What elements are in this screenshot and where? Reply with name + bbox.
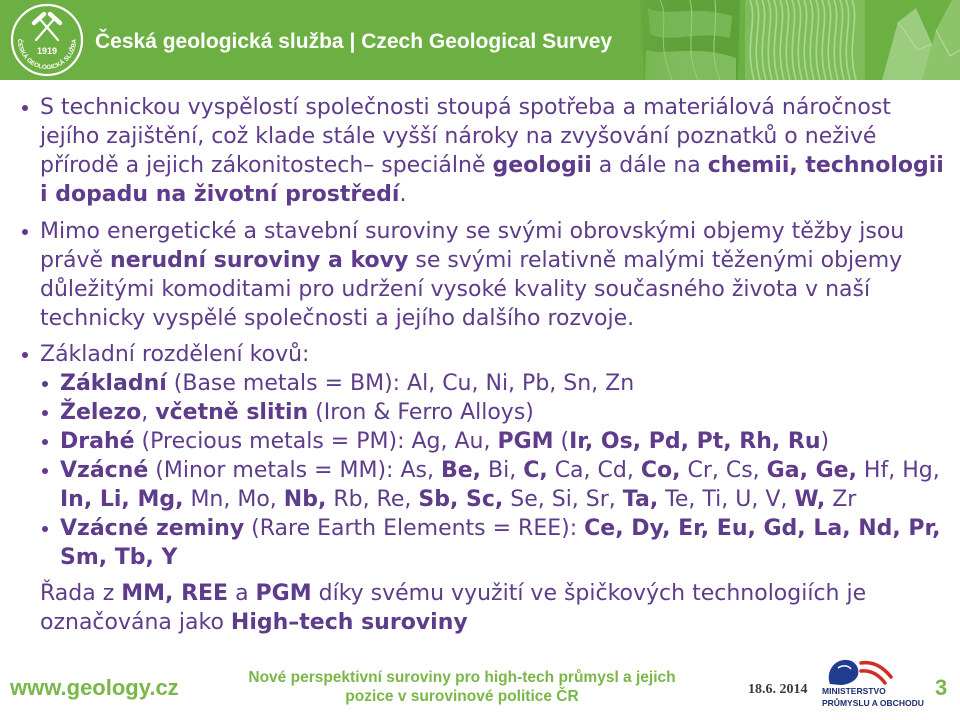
bold-text-run: Železo [60,400,142,425]
text-run: Řada z [40,581,122,606]
bold-text-run: Sb, Sc, [418,487,504,512]
bold-text-run: chemii, technologii i dopadu na životní prostředí [40,153,944,207]
footer-presentation-title [200,668,724,706]
bullet-icon [42,526,48,532]
paragraph-nonmetallic-raw-materials [40,217,946,333]
header-banner [0,0,960,80]
logo-year: 1919 [36,46,58,56]
text-run: Hf, Hg, [856,458,940,483]
paragraph-tech-demand [40,93,946,209]
text-run: Mimo energetické a stavební suroviny se svými obrovskými objemy těžby jsou právě [40,219,905,273]
bullet-icon [22,229,28,235]
text-run: Bi, [481,458,524,483]
ministry-name-line-2: PRŮMYSLU A OBCHODU [822,698,924,708]
bold-text-run: Ta, [622,487,659,512]
bold-text-run: Nb, [283,487,327,512]
bold-text-run: včetně slitin [155,400,309,425]
text-run: Se, Si, Sr, [503,487,623,512]
bold-text-run: High–tech suroviny [230,610,468,635]
ministry-name-line-1: MINISTERSTVO [822,686,886,696]
bold-text-run: PGM [255,581,312,606]
bold-text-run: Ga, Ge, [766,458,857,483]
bold-text-run: MM, REE [121,581,229,606]
page-number: 3 [935,675,948,700]
bold-text-run: geologii [492,153,592,178]
crossed-hammers-icon [34,14,60,40]
metals-list-item-minor [60,456,946,514]
bold-text-run: PGM [497,429,554,454]
text-run: Cr, Cs, [680,458,767,483]
footer-website: www.geology.cz [10,675,179,700]
text-run: S technickou vyspělostí společnosti stoupá spotřeba a materiálová náročnost jejího zajištění, což klade stále vyšší nároky na zvyšování poznatků o neživé přírodě a jejich zákonitostech– speciálně [40,95,891,178]
ministry-name [822,685,924,709]
text-run: se svými relativně malými těženými objemy důležitými komoditami pro udržení vysoké kvality současného života v naší technicky vyspělé společnosti a jejího dalšího rozvoje. [40,248,903,331]
bold-text-run: Ce, Dy, Er, Eu, Gd, La, Nd, Pr, Sm, Tb, Y [60,516,941,570]
text-run: (Iron & Ferro Alloys) [308,400,534,425]
text-run: a dále na [591,153,708,178]
paragraph-metals-heading [40,340,946,369]
logo-ring-text: ČESKÁ GEOLOGICKÁ SLUŽBA [15,38,79,72]
text-run: (Rare Earth Elements = REE): [244,516,585,541]
footer-date: 18.6. 2014 [748,682,808,697]
bold-text-run: Drahé [60,429,135,454]
bold-text-run: In, Li, Mg, [60,487,184,512]
bullet-icon [22,352,28,358]
metals-list-item-rare-earth [60,514,946,572]
text-run: (Base metals = BM): Al, Cu, Ni, Pb, Sn, Zn [166,371,635,396]
bold-text-run: Ir, Os, Pd, Pt, Rh, Ru [569,429,821,454]
metals-list-item-iron [60,398,946,427]
text-run: (Minor metals = MM): As, [148,458,441,483]
text-run: ( [553,429,570,454]
czech-geological-survey-logo [9,2,85,78]
text-run: Zr [825,487,857,512]
bold-text-run: Vzácné [60,458,149,483]
metals-list-item-base [60,369,946,398]
bold-text-run: Co, [640,458,681,483]
bold-text-run: Základní [60,371,167,396]
bold-text-run: C, [523,458,548,483]
text-run: Rb, Re, [326,487,419,512]
bold-text-run: nerudní suroviny a kovy [110,248,409,273]
text-run: ) [820,429,830,454]
bullet-icon [42,468,48,474]
ministry-industry-trade-logo [818,655,930,717]
footer-title-line-1: Nové perspektivní suroviny pro high-tech průmysl a jejich [248,669,676,686]
bullet-icon [42,381,48,387]
text-run: Te, Ti, U, V, [658,487,795,512]
header-title-cz: Česká geologická služba [95,30,344,53]
bold-text-run: Vzácné zeminy [60,516,245,541]
text-run: Základní rozdělení kovů: [40,342,310,367]
geology-texture-art [600,0,960,80]
bold-text-run: W, [794,487,826,512]
text-run: Ca, Cd, [547,458,641,483]
text-run: a [228,581,256,606]
text-run: , [141,400,156,425]
header-title [95,30,612,54]
bullet-icon [42,439,48,445]
bullet-icon [22,105,28,111]
slide-content [0,93,960,637]
text-run: Mn, Mo, [183,487,284,512]
header-title-separator: | [349,30,356,53]
paragraph-high-tech-summary [40,579,946,637]
bold-text-run: Be, [440,458,481,483]
footer-title-line-2: pozice v surovinové politice ČR [345,688,579,705]
bullet-icon [42,410,48,416]
metals-list-item-precious [60,427,946,456]
text-run: . [399,182,407,207]
header-title-en: Czech Geological Survey [361,30,613,53]
text-run: (Precious metals = PM): Ag, Au, [134,429,498,454]
ministry-emblem-icon [822,656,902,686]
text-run: díky svému využití ve špičkových technologiích je označována jako [40,581,867,635]
